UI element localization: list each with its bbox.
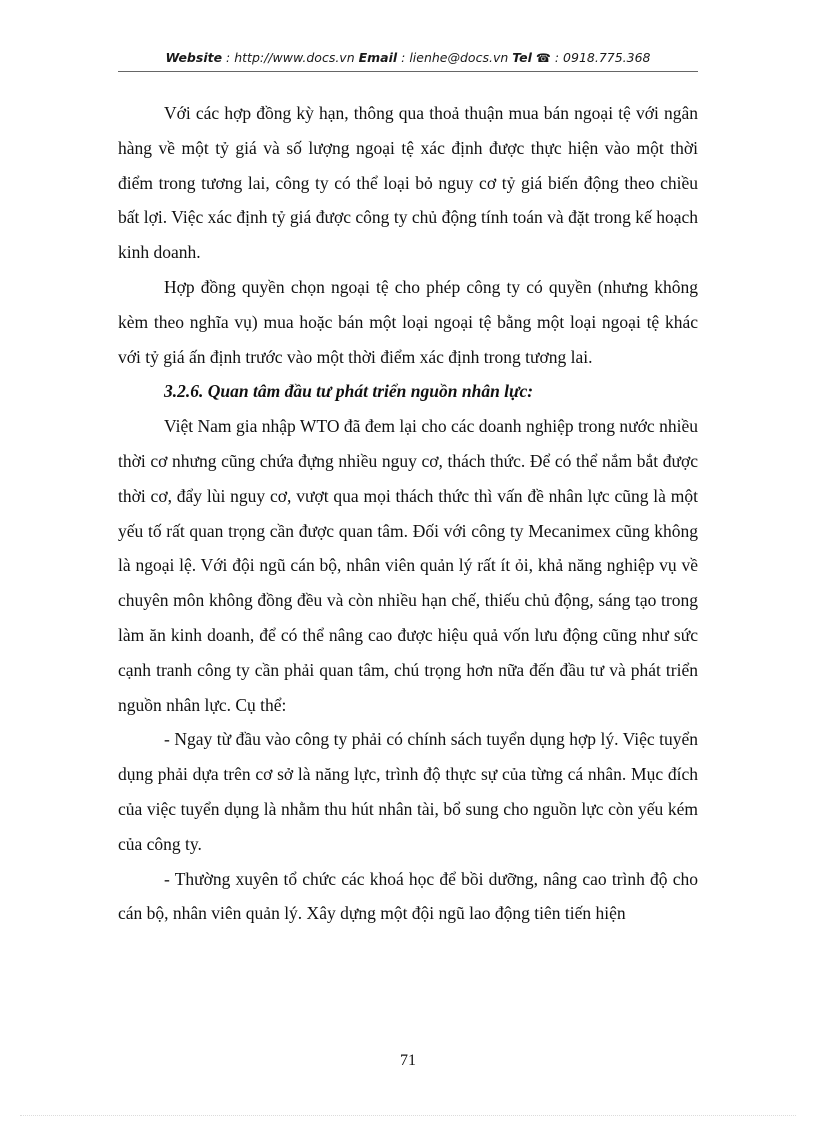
phone-icon: ☎ [535, 51, 551, 65]
page-number: 71 [400, 1052, 416, 1069]
tel-label: Tel [512, 50, 532, 65]
website-label: Website [165, 50, 223, 65]
paragraph-option-contracts: Hợp đồng quyền chọn ngoại tệ cho phép công ty có quyền (nhưng không kèm theo nghĩa vụ) mua hoặc bán một loại ngoại tệ bằng một loại ngoại tệ khác với tỷ giá ấn định trước vào một thời điểm xác định trong tương lai. [118, 276, 698, 367]
document-body [118, 96, 698, 931]
page-bottom-border [20, 1115, 796, 1116]
website-value: : http://www.docs.vn [222, 50, 359, 65]
paragraph-training: - Thường xuyên tổ chức các khoá học để bồi dưỡng, nâng cao trình độ cho cán bộ, nhân viên quản lý. Xây dựng một đội ngũ lao động tiên tiến hiện [118, 868, 698, 924]
paragraph-wto-human-resources: Việt Nam gia nhập WTO đã đem lại cho các doanh nghiệp trong nước nhiều thời cơ nhưng cũng chứa đựng nhiều nguy cơ, thách thức. Để có thể nắm bắt được thời cơ, đẩy lùi nguy cơ, vượt qua mọi thách thức thì vấn đề nhân lực cũng là một yếu tố rất quan trọng cần được quan tâm. Đối với công ty Mecanimex cũng không là ngoại lệ. Với đội ngũ cán bộ, nhân viên quản lý rất ít ỏi, khả năng nghiệp vụ về chuyên môn không đồng đều và còn nhiều hạn chế, thiếu chủ động, sáng tạo trong làm ăn kinh doanh, để có thể nâng cao được hiệu quả vốn lưu động cũng như sức cạnh tranh công ty cần phải quan tâm, chú trọng hơn nữa đến đầu tư và phát triển nguồn nhân lực. Cụ thể: [118, 416, 698, 715]
paragraph-recruitment-policy: - Ngay từ đầu vào công ty phải có chính sách tuyển dụng hợp lý. Việc tuyển dụng phải dựa trên cơ sở là năng lực, trình độ thực sự của từng cá nhân. Mục đích của việc tuyển dụng là nhằm thu hút nhân tài, bổ sung cho nguồn lực còn yếu kém của công ty. [118, 729, 698, 854]
paragraph-forward-contracts: Với các hợp đồng kỳ hạn, thông qua thoả thuận mua bán ngoại tệ với ngân hàng về một tỷ giá và số lượng ngoại tệ xác định được thực hiện vào một thời điểm trong tương lai, công ty có thể loại bỏ nguy cơ tỷ giá biến động theo chiều bất lợi. Việc xác định tỷ giá được công ty chủ động tính toán và đặt trong kế hoạch kinh doanh. [118, 103, 698, 263]
page-header [118, 50, 698, 70]
header-divider [118, 71, 698, 72]
tel-value: : 0918.775.368 [550, 50, 651, 65]
section-heading: 3.2.6. Quan tâm đầu tư phát triển nguồn nhân lực: [164, 381, 534, 402]
email-value: : lienhe@docs.vn [397, 50, 513, 65]
email-label: Email [358, 50, 398, 65]
